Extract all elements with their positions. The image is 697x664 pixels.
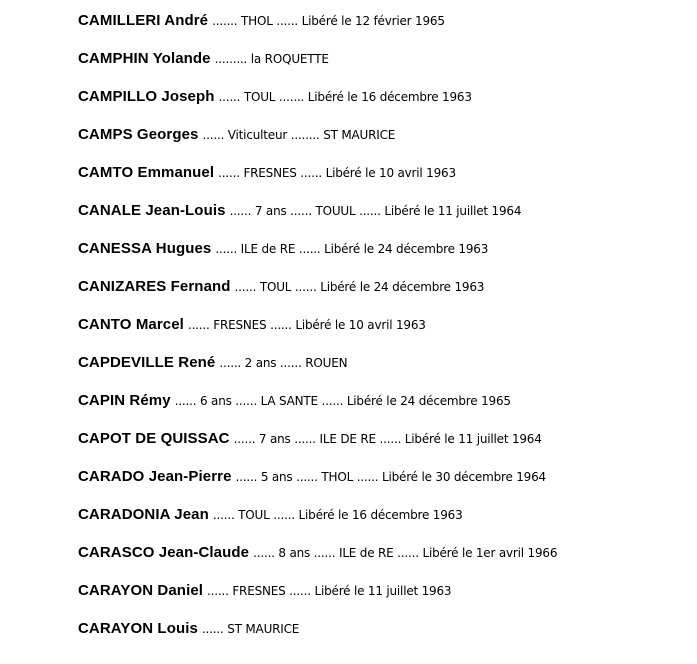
entry-name: CAMPILLO Joseph: [78, 88, 215, 105]
entry-name: CANALE Jean-Louis: [78, 202, 226, 219]
entry-details: ...... 2 ans ...... ROUEN: [219, 356, 348, 370]
entry-name: CARADO Jean-Pierre: [78, 468, 232, 485]
entry-name: CAPOT DE QUISSAC: [78, 430, 230, 447]
entry-details: ...... Viticulteur ........ ST MAURICE: [202, 128, 396, 142]
entry-details: ...... ST MAURICE: [201, 622, 300, 636]
list-item: [78, 276, 697, 314]
list-item: [78, 238, 697, 276]
entry-details: ...... TOUL ...... Libéré le 24 décembre 1963: [234, 280, 485, 294]
entry-name: CAMPS Georges: [78, 126, 199, 143]
list-item: [78, 504, 697, 542]
entry-list: [78, 10, 697, 656]
entry-details: ....... THOL ...... Libéré le 12 février 1965: [212, 14, 445, 28]
entry-name: CAMPHIN Yolande: [78, 50, 211, 67]
list-item: [78, 542, 697, 580]
entry-name: CARADONIA Jean: [78, 506, 209, 523]
entry-name: CANTO Marcel: [78, 316, 184, 333]
list-item: [78, 466, 697, 504]
list-item: [78, 48, 697, 86]
list-item: [78, 162, 697, 200]
entry-name: CANIZARES Fernand: [78, 278, 231, 295]
entry-details: ...... FRESNES ...... Libéré le 11 juillet 1963: [207, 584, 452, 598]
entry-details: ...... FRESNES ...... Libéré le 10 avril 1963: [187, 318, 426, 332]
entry-name: CAPDEVILLE René: [78, 354, 216, 371]
entry-details: ...... FRESNES ...... Libéré le 10 avril 1963: [218, 166, 456, 180]
entry-details: ...... ILE de RE ...... Libéré le 24 décembre 1963: [215, 242, 489, 256]
entry-name: CANESSA Hugues: [78, 240, 212, 257]
list-item: [78, 618, 697, 656]
entry-details: ...... TOUL ....... Libéré le 16 décembre 1963: [218, 90, 472, 104]
entry-details: ...... 6 ans ...... LA SANTE ...... Libéré le 24 décembre 1965: [174, 394, 511, 408]
list-item: [78, 200, 697, 238]
list-item: [78, 10, 697, 48]
list-item: [78, 352, 697, 390]
entry-details: ...... 8 ans ...... ILE de RE ...... Libéré le 1er avril 1966: [253, 546, 558, 560]
list-item: [78, 390, 697, 428]
entry-details: ...... 7 ans ...... TOUUL ...... Libéré le 11 juillet 1964: [229, 204, 522, 218]
list-item: [78, 580, 697, 618]
list-item: [78, 314, 697, 352]
entry-details: ...... 7 ans ...... ILE DE RE ...... Libéré le 11 juillet 1964: [233, 432, 542, 446]
entry-name: CARAYON Daniel: [78, 582, 204, 599]
entry-name: CARASCO Jean-Claude: [78, 544, 250, 561]
entry-name: CAPIN Rémy: [78, 392, 171, 409]
list-item: [78, 124, 697, 162]
entry-name: CARAYON Louis: [78, 620, 198, 637]
list-item: [78, 428, 697, 466]
entry-name: CAMTO Emmanuel: [78, 164, 215, 181]
entry-name: CAMILLERI André: [78, 12, 209, 29]
entry-details: ......... la ROQUETTE: [214, 52, 329, 66]
list-item: [78, 86, 697, 124]
entry-details: ...... TOUL ...... Libéré le 16 décembre 1963: [212, 508, 463, 522]
entry-details: ...... 5 ans ...... THOL ...... Libéré le 30 décembre 1964: [235, 470, 546, 484]
